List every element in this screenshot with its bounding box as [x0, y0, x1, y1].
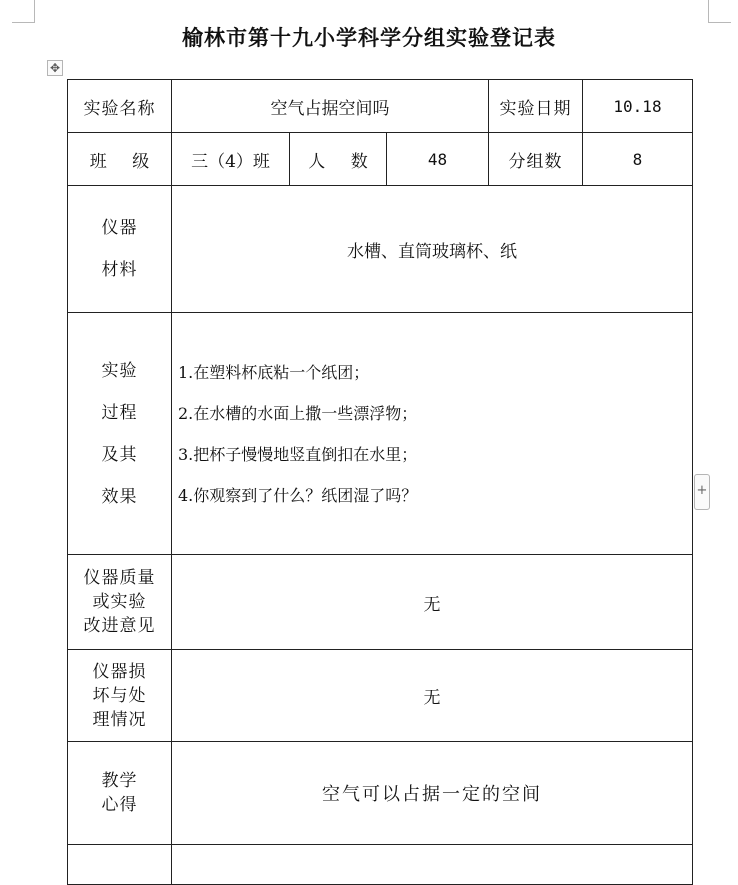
- class-label: 班 级: [68, 133, 172, 186]
- people-label: 人 数: [290, 133, 387, 186]
- damage-cell[interactable]: 无: [172, 650, 693, 742]
- groups-cell[interactable]: 8: [583, 133, 693, 186]
- quality-label-line: 改进意见: [83, 616, 156, 636]
- process-step: 3.把杯子慢慢地竖直倒扣在水里；: [178, 444, 418, 464]
- table-row: [68, 80, 693, 133]
- process-label-line: 实验: [101, 360, 138, 381]
- people-cell[interactable]: 48: [387, 133, 489, 186]
- page-corner-mark-right: [708, 0, 731, 23]
- table-row: [68, 650, 693, 742]
- table-row: [68, 555, 693, 650]
- experiment-name-cell[interactable]: 空气占据空间吗: [172, 80, 489, 133]
- damage-label: [68, 650, 172, 742]
- equipment-cell[interactable]: 水槽、直筒玻璃杯、纸: [172, 186, 693, 313]
- class-cell[interactable]: 三（4）班: [172, 133, 290, 186]
- quality-label-line: 或实验: [92, 592, 147, 612]
- process-step: 4.你观察到了什么？纸团湿了吗？: [178, 485, 418, 505]
- document-title: 榆林市第十九小学科学分组实验登记表: [182, 26, 556, 50]
- equipment-label-line: 仪器: [101, 218, 138, 238]
- quality-cell[interactable]: 无: [172, 555, 693, 650]
- process-steps-list: [172, 352, 692, 516]
- table-move-handle-icon[interactable]: ✥: [47, 60, 63, 76]
- process-label-line: 效果: [101, 486, 138, 507]
- table-add-column-button[interactable]: +: [694, 474, 710, 510]
- equipment-label: [68, 186, 172, 313]
- quality-label: [68, 555, 172, 650]
- experiment-name-label: 实验名称: [68, 80, 172, 133]
- reflection-label: [68, 742, 172, 845]
- reflection-label-line: 教学: [101, 771, 138, 791]
- table-row: [68, 186, 693, 313]
- damage-label-line: 理情况: [92, 709, 147, 730]
- groups-label: 分组数: [489, 133, 583, 186]
- table-row: [68, 742, 693, 845]
- process-cell[interactable]: [172, 313, 693, 555]
- experiment-date-cell[interactable]: 10.18: [583, 80, 693, 133]
- quality-label-line: 仪器质量: [83, 568, 156, 588]
- reflection-label-line: 心得: [101, 795, 138, 815]
- process-label: [68, 313, 172, 555]
- table-row: [68, 133, 693, 186]
- experiment-record-table: [67, 79, 693, 885]
- process-step: 2.在水槽的水面上撒一些漂浮物；: [178, 403, 418, 423]
- reflection-cell[interactable]: 空气可以占据一定的空间: [172, 742, 693, 845]
- damage-label-line: 仪器损: [92, 661, 147, 682]
- page-corner-mark-left: [12, 0, 35, 23]
- process-label-line: 及其: [101, 444, 138, 465]
- damage-label-line: 坏与处: [92, 685, 147, 706]
- experiment-date-label: 实验日期: [489, 80, 583, 133]
- process-step: 1.在塑料杯底粘一个纸团；: [178, 362, 370, 382]
- process-label-line: 过程: [101, 402, 138, 423]
- equipment-label-line: 材料: [101, 260, 138, 280]
- table-row: [68, 313, 693, 555]
